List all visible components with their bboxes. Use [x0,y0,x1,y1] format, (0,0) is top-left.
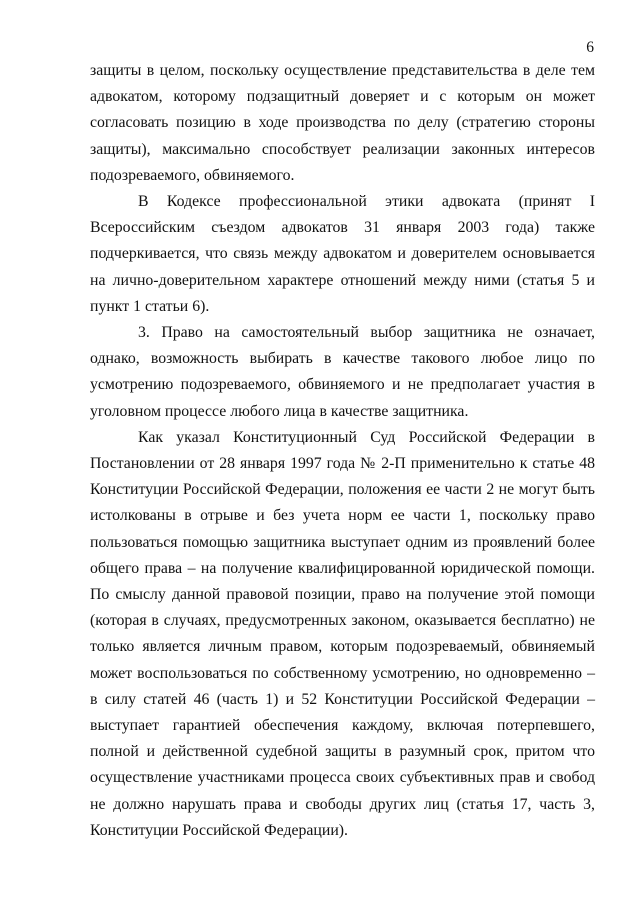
paragraph-choice-of-defender: 3. Право на самостоятельный выбор защитника не означает, однако, возможность выбирать в качестве такового любое лицо по усмотрению подозреваемого, обвиняемого и не предполагает участия в уголовном процессе любого лица в качестве защитника. [90,324,595,420]
paragraph-ethics-code: В Кодексе профессиональной этики адвоката (принят I Всероссийским съездом адвокатов 31 января 2003 года) также подчеркивается, что связь между адвокатом и доверителем основывается на лично-доверительном характере отношений между ними (статья 5 и пункт 1 статьи 6). [90,193,595,315]
page-number: 6 [586,39,594,56]
paragraph-constitutional-court: Как указал Конституционный Суд Российской Федерации в Постановлении от 28 января 1997 года № 2-П применительно к статье 48 Конституции Российской Федерации, положения ее части 2 не могут быть истолкованы в отрыве и без учета норм ее части 1, поскольку право пользоваться помощью защитника выступает одним из проявлений более общего права – на получение квалифицированной юридической помощи. По смыслу данной правовой позиции, право на получение этой помощи (которая в случаях, предусмотренных законом, оказывается бесплатно) не только является личным правом, которым подозреваемый, обвиняемый может воспользоваться по собственному усмотрению, но одновременно – в силу статей 46 (часть 1) и 52 Конституции Российской Федерации – выступает гарантией обеспечения каждому, включая потерпевшего, полной и действенной судебной защиты в разумный срок, притом что осуществление участниками процесса своих субъективных прав и свобод не должно нарушать права и свободы других лиц (статья 17, часть 3, Конституции Российской Федерации). [90,428,595,839]
document-body [90,58,595,844]
paragraph-continuation: защиты в целом, поскольку осуществление представительства в деле тем адвокатом, которому подзащитный доверяет и с которым он может согласовать позицию в ходе производства по делу (стратегию стороны защиты), максимально способствует реализации законных интересов подозреваемого, обвиняемого. [90,62,595,184]
